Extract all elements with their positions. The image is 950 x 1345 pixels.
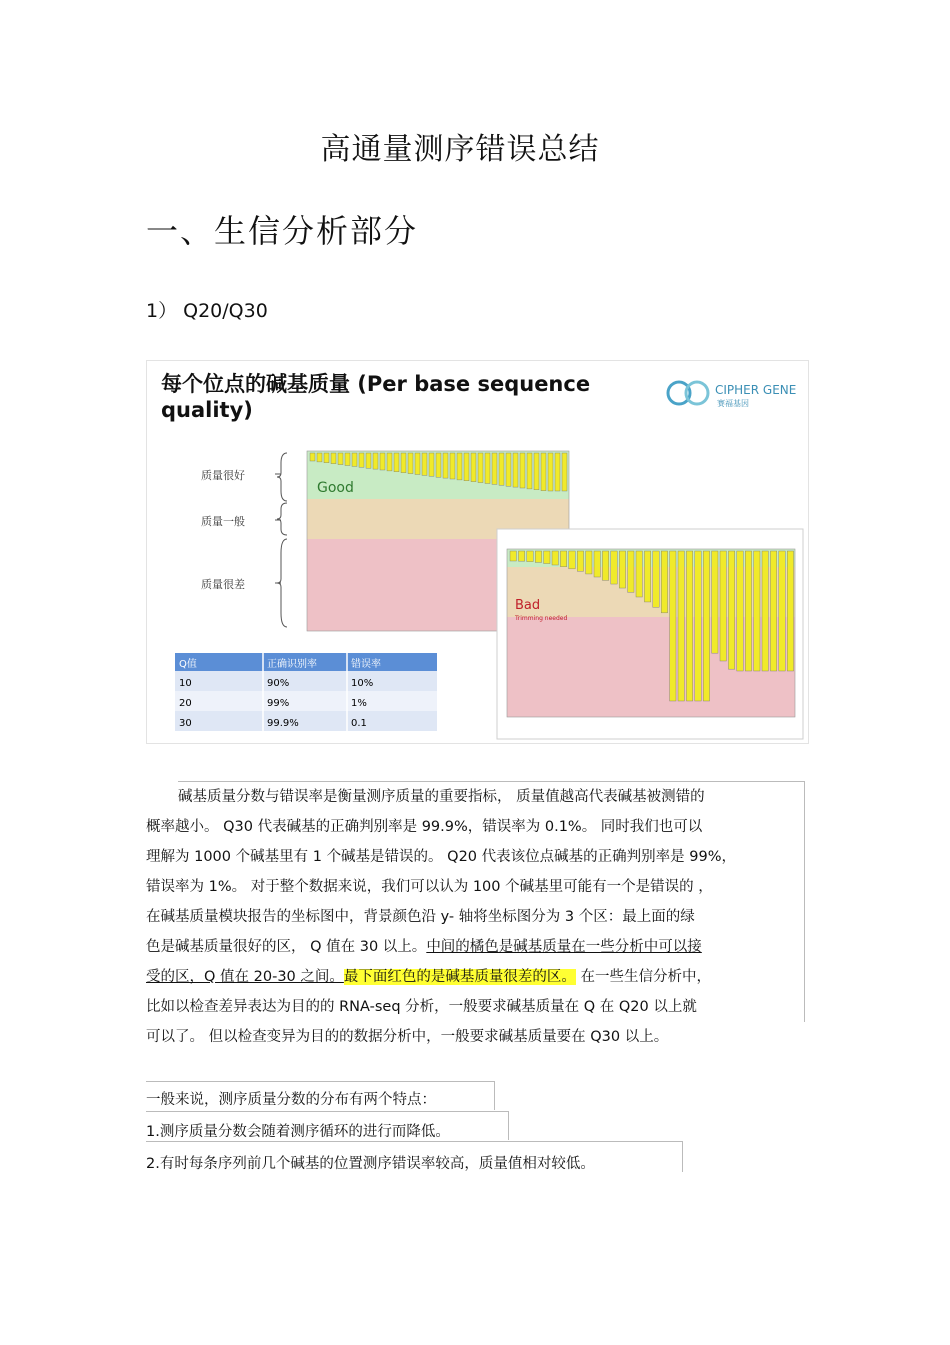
paragraph-underlined-text: 受的区，Q 值在 20-30 之间。: [146, 969, 344, 985]
quality-bar: [686, 551, 692, 701]
table-cell: 99.9%: [267, 718, 299, 729]
quality-bar: [762, 551, 768, 671]
quality-bar: [478, 453, 483, 483]
paragraph-line: 概率越小。 Q30 代表碱基的正确判别率是 99.9%，错误率为 0.1%。 同时我们也可以: [146, 819, 703, 835]
quality-bar: [464, 453, 469, 481]
paragraph-line: 可以了。 但以检查变异为目的的数据分析中，一般要求碱基质量要在 Q30 以上。: [146, 1029, 669, 1045]
quality-bar: [359, 453, 364, 467]
quality-bar: [513, 453, 518, 487]
quality-bar: [394, 453, 399, 472]
quality-bar: [770, 551, 776, 671]
quality-bar: [552, 551, 558, 565]
quality-bar: [485, 453, 490, 484]
table-cell: 20: [179, 698, 192, 709]
quality-bar: [310, 453, 315, 461]
quality-bar: [366, 453, 371, 468]
bad-quality-chart: [497, 529, 803, 739]
highlighted-text: 最下面红色的是碱基质量很差的区。: [343, 969, 576, 985]
table-cell: 10%: [351, 678, 374, 689]
document-title: 高通量测序错误总结: [320, 132, 600, 167]
table-cell: 99%: [267, 698, 290, 709]
quality-bar: [429, 453, 434, 476]
quality-bar: [562, 453, 567, 491]
quality-bar: [535, 551, 541, 562]
quality-bar: [594, 551, 600, 577]
subsection-heading: 1） Q20/Q30: [146, 300, 268, 322]
main-paragraph: [146, 782, 806, 1052]
quality-bar: [338, 453, 343, 465]
quality-bar: [408, 453, 413, 474]
quality-bar: [520, 453, 525, 488]
cipher-gene-logo: [668, 382, 796, 408]
quality-bar: [317, 453, 322, 462]
table-header-error: 错误率: [351, 659, 381, 670]
quality-bar: [345, 453, 350, 466]
quality-bar: [577, 551, 583, 571]
quality-bar: [644, 551, 650, 602]
paragraph-text: 色是碱基质量很好的区， Q 值在 30 以上。: [146, 939, 427, 955]
quality-bar: [636, 551, 642, 597]
table-cell: 10: [179, 678, 192, 689]
quality-bar: [373, 453, 378, 469]
paragraph-line: 错误率为 1%。 对于整个数据来说，我们可以认为 100 个碱基里可能有一个是错误的 ，: [146, 879, 713, 895]
section-heading: 一、生信分析部分: [146, 212, 419, 250]
quality-bar: [560, 551, 566, 567]
figure-heading-line1: 每个位点的碱基质量 (Per base sequence: [161, 372, 591, 396]
quality-bar: [555, 453, 560, 491]
list-intro: 一般来说，测序质量分数的分布有两个特点：: [146, 1092, 436, 1108]
quality-bar: [787, 551, 793, 671]
paragraph-underlined-text: 中间的橘色是碱基质量在一些分析中可以接: [426, 939, 702, 955]
paragraph-text: 在一些生信分析中，: [575, 969, 711, 985]
table-cell: 90%: [267, 678, 290, 689]
quality-bar: [653, 551, 659, 607]
quality-bar: [628, 551, 634, 592]
quality-bar: [661, 551, 667, 613]
paragraph-line: [146, 932, 702, 962]
quality-bar: [611, 551, 617, 584]
per-base-quality-figure: [146, 360, 809, 744]
quality-bar: [331, 453, 336, 464]
good-label: Good: [317, 480, 354, 496]
figure-graphic: [147, 361, 808, 743]
quality-bar: [380, 453, 385, 470]
quality-bar: [415, 453, 420, 475]
list-item: 1.测序质量分数会随着测序循环的进行而降低。: [146, 1124, 450, 1140]
table-cell: 30: [179, 718, 192, 729]
quality-bar: [534, 453, 539, 490]
paragraph-line: 碱基质量分数与错误率是衡量测序质量的重要指标， 质量值越高代表碱基被测错的: [178, 789, 705, 805]
quality-bar: [737, 551, 743, 671]
quality-bar: [457, 453, 462, 480]
table-cell: 0.1: [351, 718, 367, 729]
quality-bar: [569, 551, 575, 569]
table-header-accuracy: 正确识别率: [267, 659, 317, 670]
zone-label-mid: 质量一般: [201, 515, 245, 528]
quality-bar: [586, 551, 592, 574]
list-item: 2.有时每条序列前几个碱基的位置测序错误率较高，质量值相对较低。: [146, 1156, 595, 1172]
quality-bar: [548, 453, 553, 491]
quality-bar: [471, 453, 476, 482]
quality-bar: [422, 453, 427, 475]
zone-label-bad: 质量很差: [201, 578, 245, 591]
quality-bar: [510, 551, 516, 561]
quality-bar: [728, 551, 734, 669]
table-header-q: Q值: [179, 659, 197, 670]
quality-bar: [779, 551, 785, 671]
table-cell: 1%: [351, 698, 367, 709]
logo-text: CIPHER GENE: [715, 383, 797, 397]
q-value-table: [175, 653, 437, 731]
figure-heading-line2: quality): [161, 398, 253, 422]
quality-bar: [678, 551, 684, 701]
quality-bar: [401, 453, 406, 473]
quality-bar: [527, 453, 532, 489]
paragraph-line: 比如以检查差异表达为目的的 RNA-seq 分析，一般要求碱基质量在 Q 在 Q20 以上就: [146, 999, 697, 1015]
quality-bar: [754, 551, 760, 671]
quality-bar: [443, 453, 448, 478]
quality-bar: [527, 551, 533, 562]
quality-bar: [436, 453, 441, 477]
quality-bar: [670, 551, 676, 701]
bad-label: Bad: [515, 598, 541, 613]
quality-bar: [745, 551, 751, 671]
bad-sublabel: Trimming needed: [515, 615, 568, 622]
quality-bar: [506, 453, 511, 486]
quality-bar: [450, 453, 455, 479]
zone-label-good: 质量很好: [201, 469, 245, 482]
quality-bar: [492, 453, 497, 484]
paragraph-line: 在碱基质量模块报告的坐标图中，背景颜色沿 y- 轴将坐标图分为 3 个区：最上面的绿: [146, 909, 695, 925]
quality-bar: [695, 551, 701, 701]
paragraph-line: [146, 962, 711, 992]
quality-bar: [324, 453, 329, 463]
quality-bar: [712, 551, 718, 653]
paragraph-line: 理解为 1000 个碱基里有 1 个碱基是错误的。 Q20 代表该位点碱基的正确判别率是 99%，: [146, 849, 736, 865]
quality-bar: [619, 551, 625, 588]
quality-bar: [518, 551, 524, 561]
quality-bar: [602, 551, 608, 580]
quality-bar: [352, 453, 357, 466]
quality-bar: [544, 551, 550, 564]
logo-subtext: 赛福基因: [717, 399, 749, 408]
quality-bar: [703, 551, 709, 701]
features-list: [146, 1088, 706, 1178]
quality-bar: [541, 453, 546, 491]
quality-bar: [387, 453, 392, 471]
quality-bar: [499, 453, 504, 485]
quality-bar: [720, 551, 726, 661]
